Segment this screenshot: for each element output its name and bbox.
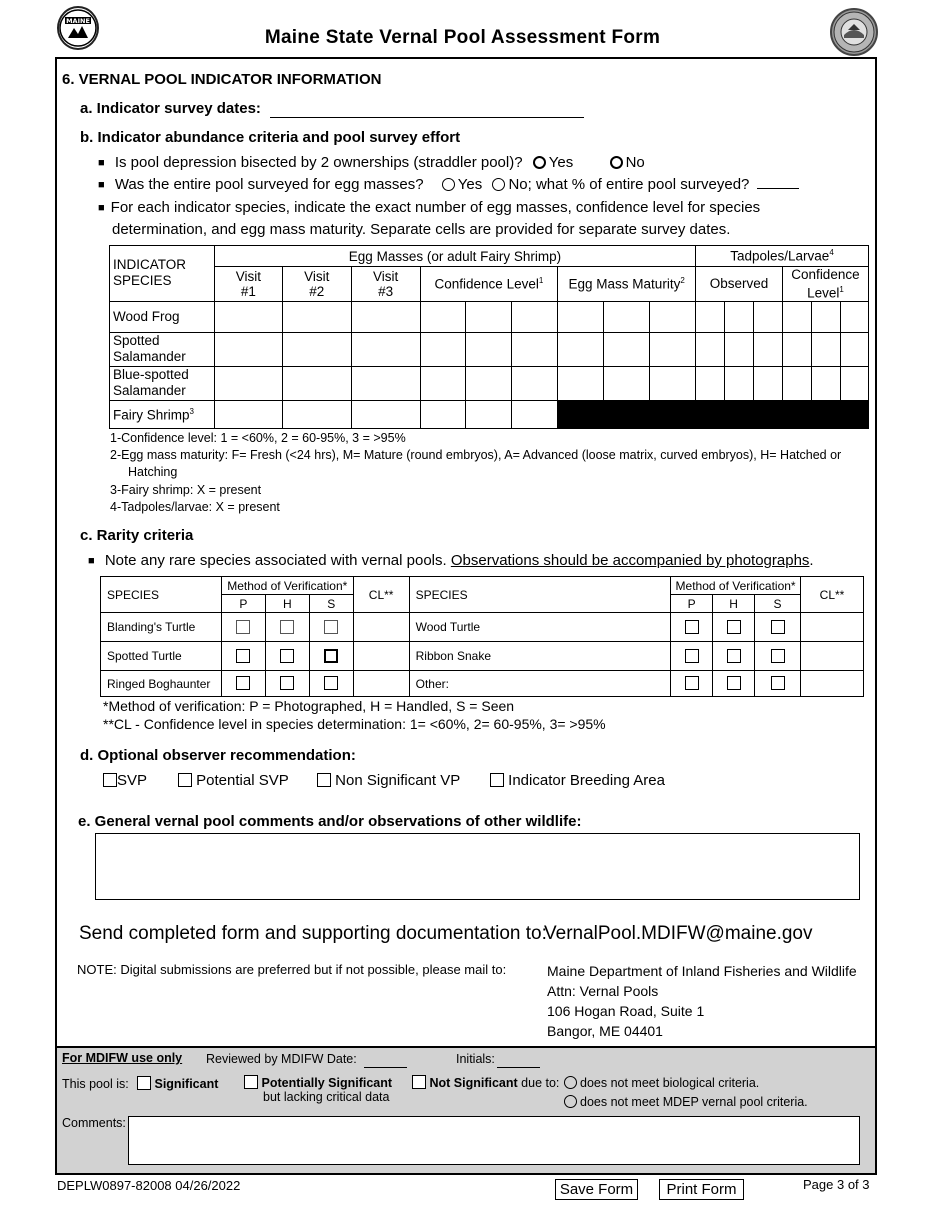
svp-checkbox[interactable] [103,773,117,787]
maturity-cell[interactable] [558,332,604,366]
handled-checkbox[interactable] [280,649,294,663]
breeding-area-option [490,772,665,789]
table-row [110,301,869,332]
tadpole-confidence-cell[interactable] [811,301,840,332]
straddler-question-text: Is pool depression bisected by 2 ownerships (straddler pool)? [114,154,523,171]
rare-species-label: Ringed Boghaunter [101,671,222,697]
confidence-cell[interactable] [512,400,558,428]
p-header: P [671,595,713,613]
seen-checkbox[interactable] [324,620,338,634]
h-header: H [713,595,755,613]
indicator-table [109,245,869,429]
cl-cell[interactable] [353,671,409,697]
tadpole-confidence-cell[interactable] [782,366,811,400]
footnote-2-cont: Hatching [128,465,178,479]
maturity-cell[interactable] [604,301,650,332]
tadpoles-group-header: Tadpoles/Larvae$^4$ [696,246,869,267]
survey-dates-field[interactable] [270,101,584,118]
rare-species-label: Ribbon Snake [409,642,671,671]
tadpole-confidence-cell[interactable] [782,301,811,332]
send-label: Send completed form and supporting documentation to: [79,923,547,944]
observed-cell[interactable] [753,332,782,366]
reason-biological: does not meet biological criteria. [558,1076,759,1090]
confidence-cell[interactable] [420,400,466,428]
visit3-cell[interactable] [351,301,420,332]
footnote-3: 3-Fairy shrimp: X = present [110,483,262,497]
non-significant-option [317,772,460,789]
straddler-yes-label: Yes [548,154,574,171]
straddler-question [98,154,645,171]
species-label: Blue-spotted Salamander [110,366,215,400]
maturity-cell[interactable] [650,332,696,366]
confidence-level-header: Confidence Level$^1$ [420,267,558,302]
visit1-cell[interactable] [214,332,282,366]
photo-requirement: Observations should be accompanied by photographs [450,552,810,569]
confidence-cell[interactable] [420,332,466,366]
surveyed-question-text: Was the entire pool surveyed for egg masses? [114,176,424,193]
confidence-cell[interactable] [512,332,558,366]
handled-checkbox[interactable] [280,676,294,690]
observed-cell[interactable] [753,366,782,400]
surveyed-yes-radio[interactable] [442,178,455,191]
species-header-right: SPECIES [409,577,671,613]
rarity-table [100,576,864,697]
table-row [101,671,864,697]
straddler-no-label: No [625,154,645,171]
svg-text:MAINE: MAINE [66,17,90,25]
visit3-cell[interactable] [351,400,420,428]
indicator-instruction-line1: ■ For each indicator species, indicate the exact number of egg masses, confidence level for species [98,199,760,216]
footnote-2: 2-Egg mass maturity: F= Fresh (<24 hrs), M= Mature (round embryos), A= Advanced (loose matrix, curved embryos), H= Hatched or [110,448,842,462]
reason-mdep: does not meet MDEP vernal pool criteria. [558,1095,808,1109]
comments-textarea[interactable] [95,833,860,900]
breeding-area-label: Indicator Breeding Area [508,772,665,789]
footnote-1: 1-Confidence level: 1 = <60%, 2 = 60-95%, 3 = >95% [110,431,406,445]
confidence-cell[interactable] [420,301,466,332]
p-header: P [221,595,265,613]
confidence-cell[interactable] [512,301,558,332]
maturity-cell[interactable] [650,366,696,400]
maturity-cell[interactable] [558,301,604,332]
observed-cell[interactable] [696,301,725,332]
non-significant-label: Non Significant VP [335,772,461,789]
species-label: Wood Frog [110,301,215,332]
tadpole-confidence-cell[interactable] [840,301,868,332]
photographed-checkbox[interactable] [685,676,699,690]
section-heading: 6. VERNAL POOL INDICATOR INFORMATION [62,71,382,88]
biological-radio[interactable] [564,1076,577,1089]
comments-heading: e. General vernal pool comments and/or observations of other wildlife: [78,813,582,830]
cl-cell[interactable] [801,671,864,697]
significant-checkbox[interactable] [137,1076,151,1090]
tadpole-confidence-cell[interactable] [811,332,840,366]
cl-footnote: **CL - Confidence level in species determination: 1= <60%, 2= 60-95%, 3= >95% [103,716,606,732]
cl-cell[interactable] [353,613,409,642]
tadpole-confidence-cell[interactable] [840,332,868,366]
visit2-cell[interactable] [282,366,351,400]
visit1-header: Visit #1 [214,267,282,302]
maturity-cell[interactable] [650,301,696,332]
rare-species-label: Blanding's Turtle [101,613,222,642]
handled-checkbox[interactable] [727,676,741,690]
potential-svp-checkbox[interactable] [178,773,192,787]
survey-dates-label: a. Indicator survey dates: [80,100,261,117]
cl-cell[interactable] [353,642,409,671]
photographed-checkbox[interactable] [236,676,250,690]
abundance-heading: b. Indicator abundance criteria and pool survey effort [80,129,461,146]
not-significant-option: Not Significant due to: [412,1075,559,1090]
photographed-checkbox[interactable] [685,649,699,663]
potential-svp-option [178,772,289,789]
maturity-cell[interactable] [604,332,650,366]
cl-header-left: CL** [353,577,409,613]
h-header: H [265,595,309,613]
page-title: Maine State Vernal Pool Assessment Form [264,27,661,48]
visit2-cell[interactable] [282,400,351,428]
surveyed-yes-label: Yes [457,176,483,193]
tadpole-confidence-header: Confidence Level$^1$ [782,267,868,302]
seen-checkbox[interactable] [771,676,785,690]
surveyed-question [98,176,799,193]
potentially-significant-sub: but lacking critical data [263,1090,390,1104]
indicator-species-header: INDICATOR SPECIES [110,246,215,302]
maturity-cell[interactable] [558,366,604,400]
rare-species-label: Other: [409,671,671,697]
photographed-checkbox[interactable] [236,649,250,663]
tadpole-confidence-cell[interactable] [782,332,811,366]
visit3-cell[interactable] [351,366,420,400]
rarity-heading: c. Rarity criteria [80,527,194,544]
seen-checkbox[interactable] [771,620,785,634]
visit2-header: Visit #2 [282,267,351,302]
form-id: DEPLW0897-82008 04/26/2022 [57,1178,241,1193]
mdifw-use-only: For MDIFW use only [62,1051,183,1065]
breeding-area-checkbox[interactable] [490,773,504,787]
tadpole-confidence-cell[interactable] [811,366,840,400]
observed-cell[interactable] [696,332,725,366]
observed-cell[interactable] [753,301,782,332]
initials-label: Initials: [456,1052,495,1066]
straddler-no-radio[interactable] [610,156,623,169]
seen-checkbox[interactable] [771,649,785,663]
pool-is-label: This pool is: [62,1077,129,1091]
comments-label: Comments: [62,1116,126,1130]
observed-cell[interactable] [724,366,753,400]
tadpole-confidence-cell[interactable] [840,366,868,400]
confidence-cell[interactable] [466,301,512,332]
observed-header: Observed [696,267,783,302]
table-row [110,400,869,428]
method-footnote: *Method of verification: P = Photographed, H = Handled, S = Seen [103,698,515,714]
rare-species-label: Wood Turtle [409,613,671,642]
handled-checkbox[interactable] [727,649,741,663]
species-label: Spotted Salamander [110,332,215,366]
photographed-checkbox[interactable] [236,620,250,634]
species-header-left: SPECIES [101,577,222,613]
surveyed-no-label: No; what % of entire pool surveyed? [508,176,750,193]
svp-option [103,772,147,789]
mdep-radio[interactable] [564,1095,577,1108]
recommendation-heading: d. Optional observer recommendation: [80,747,356,764]
not-significant-checkbox[interactable] [412,1075,426,1089]
cl-header-right: CL** [801,577,864,613]
seen-checkbox[interactable] [324,676,338,690]
handled-checkbox[interactable] [727,620,741,634]
s-header: S [309,595,353,613]
significant-option: Significant [137,1076,218,1091]
reviewed-label: Reviewed by MDIFW Date: [206,1052,357,1066]
observed-cell[interactable] [724,301,753,332]
mdifw-comments-field[interactable] [128,1116,860,1165]
percent-surveyed-field[interactable] [757,177,799,189]
mail-note: NOTE: Digital submissions are preferred but if not possible, please mail to: [77,962,507,977]
visit3-header: Visit #3 [351,267,420,302]
egg-mass-maturity-header: Egg Mass Maturity$^2$ [558,267,696,302]
table-row [110,366,869,400]
s-header: S [755,595,801,613]
visit1-cell[interactable] [214,400,282,428]
confidence-cell[interactable] [420,366,466,400]
indicator-instruction-line2: determination, and egg mass maturity. Separate cells are provided for separate survey dates. [112,221,731,238]
footnote-4: 4-Tadpoles/larvae: X = present [110,500,280,514]
page-number: Page 3 of 3 [803,1177,870,1192]
surveyed-no-radio[interactable] [492,178,505,191]
species-label: Fairy Shrimp$^3$ [110,400,215,428]
egg-masses-group-header: Egg Masses (or adult Fairy Shrimp) [214,246,695,267]
initials-field[interactable] [497,1053,540,1068]
potentially-significant-checkbox[interactable] [244,1075,258,1089]
table-row [101,642,864,671]
observed-cell[interactable] [724,332,753,366]
visit2-cell[interactable] [282,301,351,332]
method-header-right: Method of Verification* [671,577,801,595]
observed-cell[interactable] [696,366,725,400]
handled-checkbox[interactable] [280,620,294,634]
potential-svp-label: Potential SVP [196,772,289,789]
seen-checkbox[interactable] [324,649,338,663]
submission-email[interactable]: VernalPool.MDIFW@maine.gov [544,923,813,944]
non-significant-checkbox[interactable] [317,773,331,787]
print-form-button[interactable]: Print Form [659,1179,744,1200]
potentially-significant-option: Potentially Significant [244,1075,392,1090]
svp-label: SVP [117,772,148,789]
cl-cell[interactable] [801,642,864,671]
review-date-field[interactable] [364,1053,407,1068]
method-header-left: Method of Verification* [221,577,353,595]
straddler-yes-radio[interactable] [533,156,546,169]
visit1-cell[interactable] [214,301,282,332]
mailing-address: Maine Department of Inland Fisheries and Wildlife Attn: Vernal Pools 106 Hogan Road, Suite 1 Bangor, ME 04401 [547,963,857,1039]
visit3-cell[interactable] [351,332,420,366]
confidence-cell[interactable] [466,400,512,428]
confidence-cell[interactable] [466,332,512,366]
cl-cell[interactable] [801,613,864,642]
visit2-cell[interactable] [282,332,351,366]
photographed-checkbox[interactable] [685,620,699,634]
save-form-button[interactable]: Save Form [555,1179,638,1200]
maturity-cell[interactable] [604,366,650,400]
rare-species-label: Spotted Turtle [101,642,222,671]
blocked-cells [558,400,869,428]
table-row [101,613,864,642]
confidence-cell[interactable] [512,366,558,400]
confidence-cell[interactable] [466,366,512,400]
table-row [110,332,869,366]
rarity-note: ■ Note any rare species associated with vernal pools. Observations should be accompanied by photographs. [88,552,814,569]
visit1-cell[interactable] [214,366,282,400]
